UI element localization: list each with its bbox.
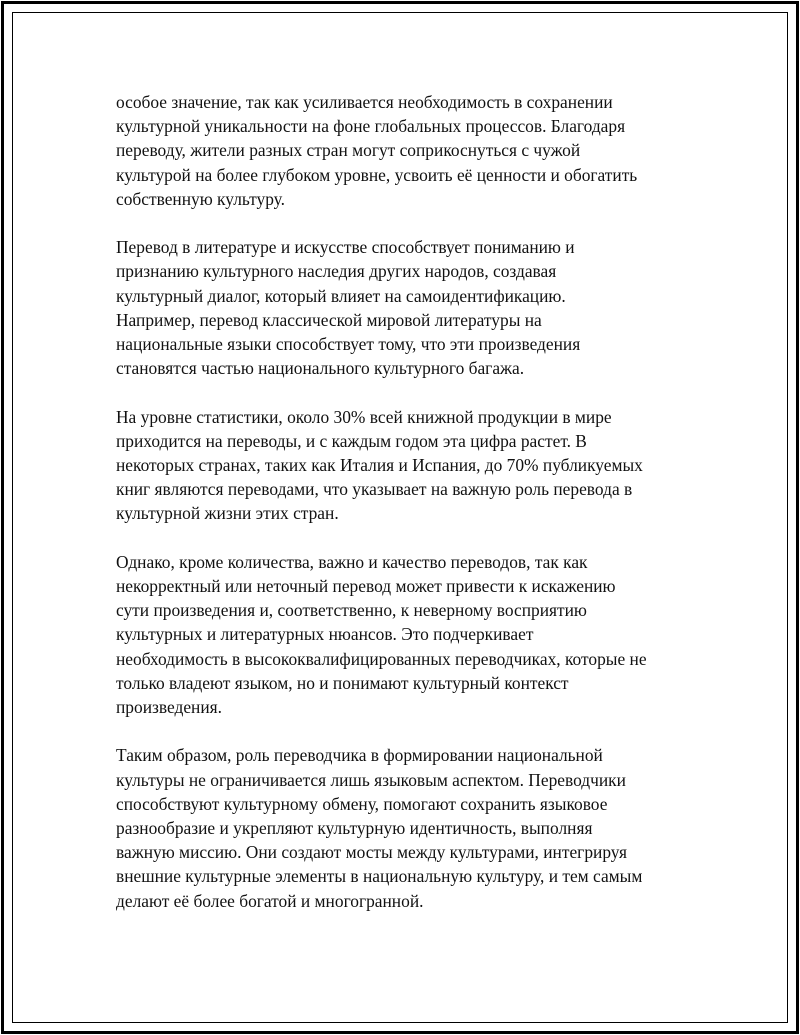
text-line: Однако, кроме количества, важно и качество переводов, так как bbox=[116, 551, 588, 572]
text-line: признанию культурного наследия других народов, создавая bbox=[116, 261, 557, 282]
text-line: культурой на более глубоком уровне, усвоить её ценности и обогатить bbox=[116, 164, 638, 185]
text-line: некоторых странах, таких как Италия и Испания, до 70% публикуемых bbox=[116, 455, 643, 476]
paragraph-3 bbox=[116, 405, 694, 526]
paragraph-5 bbox=[116, 743, 694, 912]
text-line: некорректный или неточный перевод может привести к искажению bbox=[116, 576, 616, 597]
text-line: культурной уникальности на фоне глобальных процессов. Благодаря bbox=[116, 116, 626, 137]
text-line: способствуют культурному обмену, помогают сохранить языковое bbox=[116, 793, 608, 814]
text-line: необходимость в высококвалифицированных переводчиках, которые не bbox=[116, 648, 647, 669]
document-body bbox=[116, 90, 694, 937]
text-line: Таким образом, роль переводчика в формировании национальной bbox=[116, 745, 603, 766]
text-line: особое значение, так как усиливается необходимость в сохранении bbox=[116, 92, 613, 112]
text-line: внешние культурные элементы в национальную культуру, и тем самым bbox=[116, 866, 643, 887]
text-line: культурных и литературных нюансов. Это подчеркивает bbox=[116, 624, 534, 645]
text-line: переводу, жители разных стран могут соприкоснуться с чужой bbox=[116, 140, 581, 161]
text-line: культуры не ограничивается лишь языковым аспектом. Переводчики bbox=[116, 769, 626, 790]
text-line: книг являются переводами, что указывает на важную роль перевода в bbox=[116, 479, 633, 500]
text-line: национальные языки способствует тому, что эти произведения bbox=[116, 334, 581, 355]
text-line: сути произведения и, соответственно, к неверному восприятию bbox=[116, 600, 587, 621]
text-line: произведения. bbox=[116, 697, 222, 718]
text-line: собственную культуру. bbox=[116, 188, 285, 209]
text-line: приходится на переводы, и с каждым годом эта цифра растет. В bbox=[116, 430, 587, 451]
text-line: делают её более богатой и многогранной. bbox=[116, 890, 424, 911]
text-line: культурный диалог, который влияет на самоидентификацию. bbox=[116, 285, 566, 306]
text-line: разнообразие и укрепляют культурную идентичность, выполняя bbox=[116, 818, 593, 839]
paragraph-4 bbox=[116, 550, 694, 719]
paragraph-1 bbox=[116, 90, 694, 211]
text-line: На уровне статистики, около 30% всей книжной продукции в мире bbox=[116, 406, 612, 427]
text-line: Например, перевод классической мировой литературы на bbox=[116, 309, 542, 330]
text-line: становятся частью национального культурного багажа. bbox=[116, 358, 525, 379]
text-line: Перевод в литературе и искусстве способствует пониманию и bbox=[116, 237, 575, 258]
text-line: важную миссию. Они создают мосты между культурами, интегрируя bbox=[116, 842, 628, 863]
paragraph-2 bbox=[116, 235, 694, 380]
text-line: только владеют языком, но и понимают культурный контекст bbox=[116, 672, 569, 693]
text-line: культурной жизни этих стран. bbox=[116, 503, 339, 524]
